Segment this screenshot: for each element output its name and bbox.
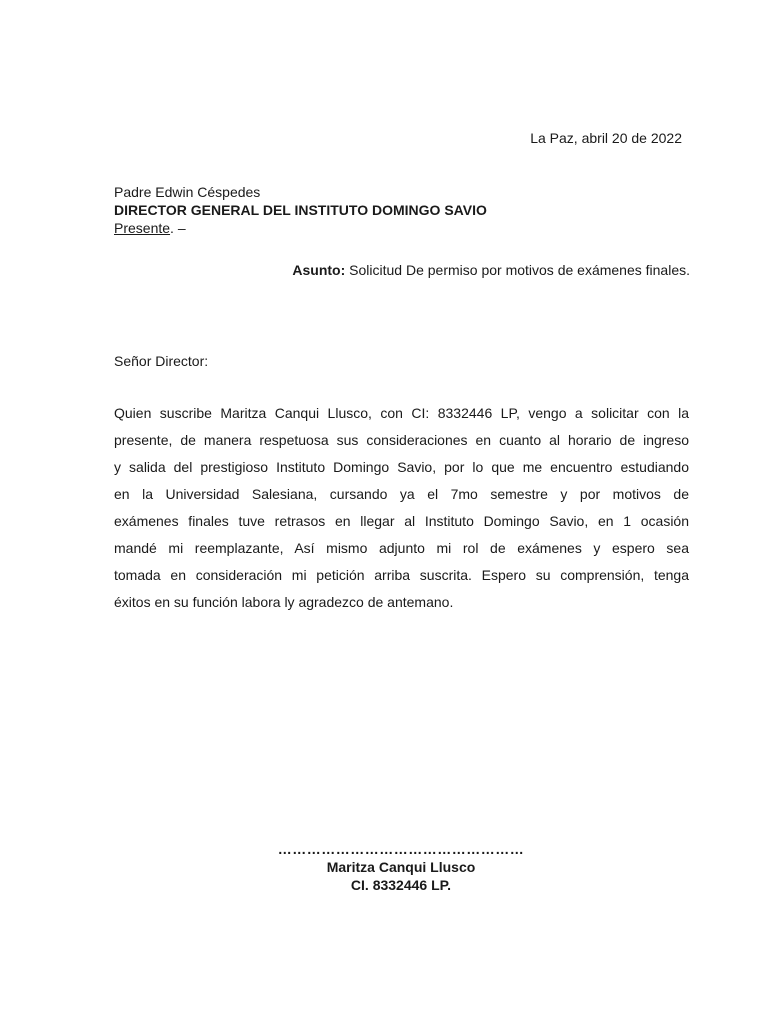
- body-line: tomada en consideración mi petición arriba suscrita. Espero su comprensión, tenga: [114, 567, 689, 583]
- body-line: mandé mi reemplazante, Así mismo adjunto mi rol de exámenes y espero sea: [114, 540, 689, 556]
- body-line: Quien suscribe Maritza Canqui Llusco, con CI: 8332446 LP, vengo a solicitar con la: [114, 405, 689, 421]
- presente-word: Presente: [114, 220, 171, 236]
- signature-block: [200, 840, 602, 894]
- letter-date: La Paz, abril 20 de 2022: [530, 130, 682, 146]
- body-line: presente, de manera respetuosa sus consideraciones en cuanto al horario de ingreso: [114, 432, 689, 448]
- recipient-title: DIRECTOR GENERAL DEL INSTITUTO DOMINGO SAVIO: [114, 202, 487, 218]
- signature-id: CI. 8332446 LP.: [350, 877, 452, 893]
- recipient-name: Padre Edwin Céspedes: [114, 184, 261, 200]
- presente-suffix: . –: [170, 220, 186, 236]
- signature-name: Maritza Canqui Llusco: [326, 859, 476, 875]
- subject-text: Solicitud De permiso por motivos de exámenes finales.: [345, 262, 690, 278]
- subject-label: Asunto:: [292, 262, 346, 278]
- presente-line: [114, 220, 186, 236]
- subject-line: [292, 262, 690, 278]
- body-line: exámenes finales tuve retrasos en llegar al Instituto Domingo Savio, en 1 ocasión: [114, 513, 689, 529]
- signature-line: ……………………………………………: [277, 841, 525, 857]
- body-line: en la Universidad Salesiana, cursando ya el 7mo semestre y por motivos de: [114, 486, 689, 502]
- body-line: y salida del prestigioso Instituto Domingo Savio, por lo que me encuentro estudiando: [114, 459, 689, 475]
- salutation: Señor Director:: [114, 353, 209, 369]
- letter-body: [114, 400, 689, 616]
- body-line: éxitos en su función labora ly agradezco de antemano.: [114, 594, 454, 610]
